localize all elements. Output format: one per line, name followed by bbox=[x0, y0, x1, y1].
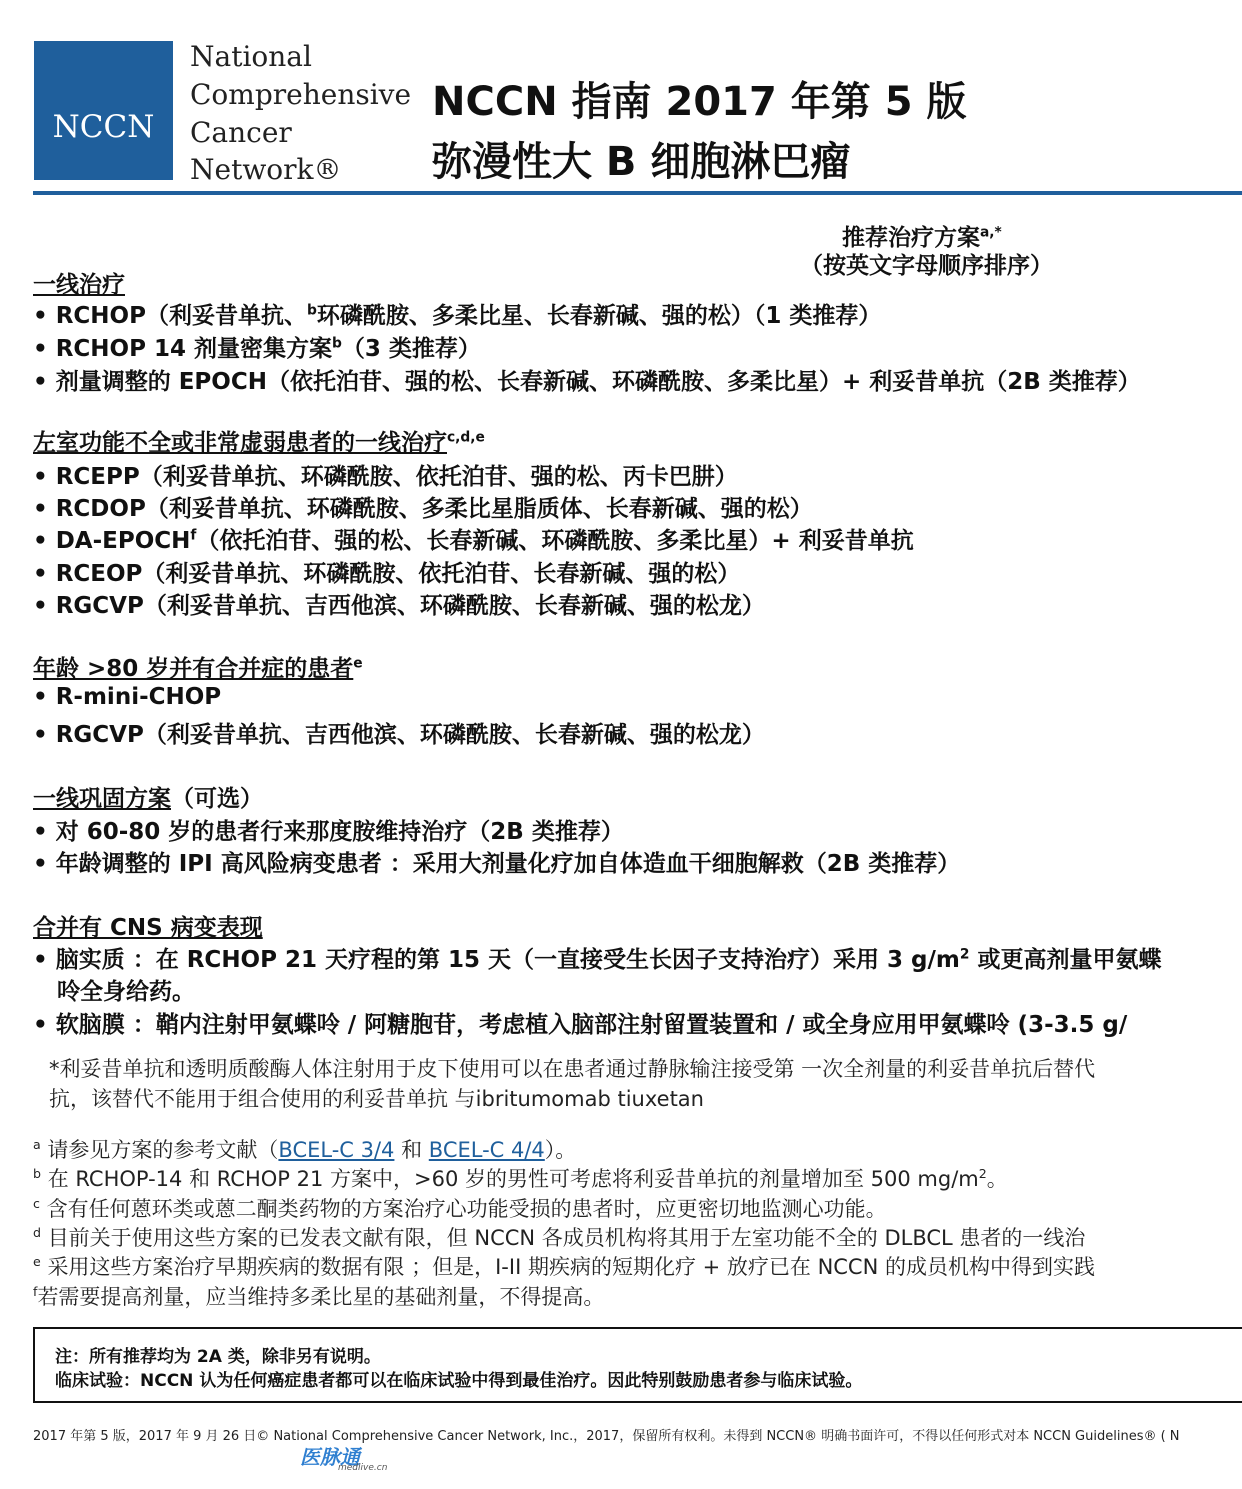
watermark-main: 医脉通 bbox=[300, 1445, 360, 1469]
page-subtitle: 弥漫性大 B 细胞淋巴瘤 bbox=[432, 139, 851, 185]
logo-text-line-3: Cancer bbox=[190, 116, 292, 149]
note-line-1: 注：所有推荐均为 2A 类，除非另有说明。 bbox=[55, 1347, 381, 1367]
footnote-b: $^b$ 在 RCHOP-14 和 RCHOP 21 方案中，>60 岁的男性可考虑将利妥昔单抗的剂量增加至 500 $mg/m^2$。 bbox=[33, 1166, 1008, 1191]
footnote-f: $^f$若需要提高剂量，应当维持多柔比星的基础剂量，不得提高。 bbox=[33, 1284, 605, 1309]
nccn-logo bbox=[34, 41, 173, 180]
footnote-e: $^e$ 采用这些方案治疗早期疾病的数据有限 ；但是，I-II 期疾病的短期化疗 + 放疗已在 NCCN 的成员机构中得到实践 bbox=[33, 1254, 1095, 1279]
list-item: • 年龄调整的 IPI 高风险病变患者 ：采用大剂量化疗加自体造血干细胞解救（2B 类推荐） bbox=[33, 851, 961, 877]
watermark-sub: medlive.cn bbox=[338, 1463, 388, 1473]
page-title: NCCN 指南 2017 年第 5 版 bbox=[432, 79, 967, 125]
list-item: • RCDOP（利妥昔单抗、环磷酰胺、多柔比星脂质体、长春新碱、强的松） bbox=[33, 496, 813, 522]
bcel-c-3-4-link[interactable]: BCEL-C 3/4 bbox=[278, 1138, 395, 1162]
section-first-line-heading: 一线治疗 bbox=[33, 272, 125, 298]
logo-text-line-2: Comprehensive bbox=[190, 78, 412, 111]
list-item: • DA-EPOCH$^f$（依托泊苷、强的松、长春新碱、环磷酰胺、多柔比星）+ 利妥昔单抗 bbox=[33, 527, 914, 554]
logo-abbr: NCCN bbox=[52, 109, 155, 145]
section-lv-heading: 左室功能不全或非常虚弱患者的一线治疗$^{c,d,e}$ bbox=[33, 429, 485, 456]
recommendation-title-sup: a,* bbox=[980, 224, 1002, 241]
logo-text-line-1: National bbox=[190, 40, 312, 73]
footer-copyright: 2017 年第 5 版，2017 年 9 月 26 日© National Comprehensive Cancer Network, Inc.，2017，保留所有权利。未得到 NCCN® 明确书面许可，不得以任何形式对本 NCCN Guidelines® ( N bbox=[33, 1429, 1180, 1444]
list-item: • RCEOP（利妥昔单抗、环磷酰胺、依托泊苷、长春新碱、强的松） bbox=[33, 561, 741, 587]
list-item: 呤全身给药。 bbox=[33, 979, 196, 1005]
list-item: • RGCVP（利妥昔单抗、吉西他滨、环磷酰胺、长春新碱、强的松龙） bbox=[33, 722, 765, 748]
footnote-a: $^a$ 请参见方案的参考文献（BCEL-C 3/4 和 BCEL-C 4/4）。 bbox=[33, 1137, 577, 1162]
list-item: • RCHOP 14 剂量密集方案$^b$（3 类推荐） bbox=[33, 335, 481, 362]
section-consolidation-heading: 一线巩固方案（可选） bbox=[33, 786, 263, 812]
section-age80-heading: 年龄 >80 岁并有合并症的患者$^e$ bbox=[33, 655, 363, 682]
note-line-2: 临床试验：NCCN 认为任何癌症患者都可以在临床试验中得到最佳治疗。因此特别鼓励患者参与临床试验。 bbox=[55, 1371, 863, 1391]
section-cns-heading: 合并有 CNS 病变表现 bbox=[33, 915, 263, 941]
medlive-watermark bbox=[300, 1441, 392, 1475]
footnote-d: $^d$ 目前关于使用这些方案的已发表文献有限，但 NCCN 各成员机构将其用于左室功能不全的 DLBCL 患者的一线治 bbox=[33, 1225, 1086, 1250]
header-divider bbox=[33, 191, 1242, 195]
list-item: • RCHOP（利妥昔单抗、$^b$环磷酰胺、多柔比星、长春新碱、强的松）（1 类推荐） bbox=[33, 302, 882, 329]
list-item: • R-mini-CHOP bbox=[33, 684, 222, 710]
recommendation-title-text: 推荐治疗方案 bbox=[842, 225, 980, 251]
footnote-c: $^c$ 含有任何蒽环类或蒽二酮类药物的方案治疗心功能受损的患者时，应更密切地监测心功能。 bbox=[33, 1196, 887, 1221]
list-item: • 对 60-80 岁的患者行来那度胺维持治疗（2B 类推荐） bbox=[33, 819, 624, 845]
recommendation-subtitle: （按英文字母顺序排序） bbox=[800, 253, 1053, 279]
bcel-c-4-4-link[interactable]: BCEL-C 4/4 bbox=[428, 1138, 545, 1162]
list-item: • 剂量调整的 EPOCH（依托泊苷、强的松、长春新碱、环磷酰胺、多柔比星）+ 利妥昔单抗（2B 类推荐） bbox=[33, 369, 1141, 395]
list-item: • 软脑膜 ：鞘内注射甲氨蝶呤 / 阿糖胞苷，考虑植入脑部注射留置装置和 / 或全身应用甲氨蝶呤 (3-3.5 g/ bbox=[33, 1012, 1128, 1038]
logo-text-line-4: Network® bbox=[190, 153, 342, 186]
list-item: • RCEPP（利妥昔单抗、环磷酰胺、依托泊苷、强的松、丙卡巴肼） bbox=[33, 464, 738, 490]
list-item: • RGCVP（利妥昔单抗、吉西他滨、环磷酰胺、长春新碱、强的松龙） bbox=[33, 593, 765, 619]
star-note-line-2: 抗，该替代不能用于组合使用的利妥昔单抗 与ibritumomab tiuxetan bbox=[49, 1087, 704, 1111]
star-note-line-1: *利妥昔单抗和透明质酸酶人体注射用于皮下使用可以在患者通过静脉输注接受第 一次全剂量的利妥昔单抗后替代 bbox=[49, 1057, 1096, 1081]
list-item: • 脑实质 ：在 RCHOP 21 天疗程的第 15 天（一直接受生长因子支持治疗）采用 3 $g/m^2$ 或更高剂量甲氨蝶 bbox=[33, 946, 1162, 973]
